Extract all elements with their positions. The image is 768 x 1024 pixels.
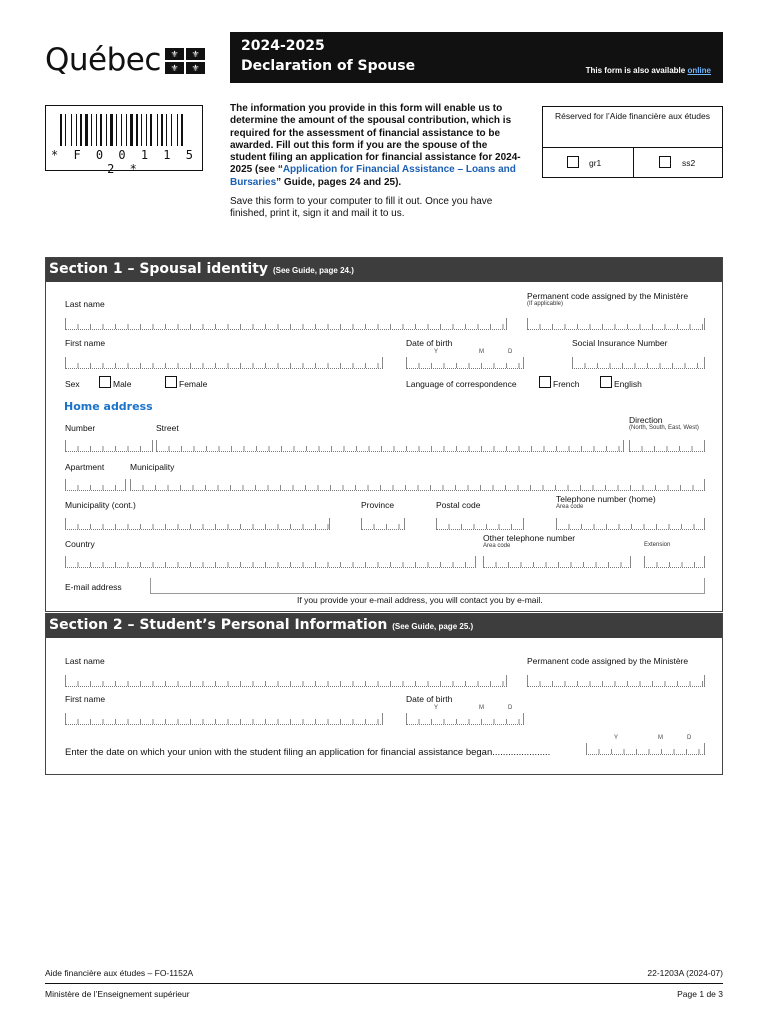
spouse-dob-input[interactable] bbox=[406, 358, 524, 369]
barcode-text: * F 0 0 1 1 5 2 * bbox=[51, 148, 197, 176]
footer-version: 22-1203A (2024-07) bbox=[647, 968, 723, 978]
address-direction-input[interactable] bbox=[629, 441, 705, 452]
union-date-label: Enter the date on which your union with the student filing an application for financial assistance began...................... bbox=[65, 747, 551, 758]
email-note: If you provide your e-mail address, you will contact you by e-mail. bbox=[297, 595, 543, 605]
spouse-perm-code-input[interactable] bbox=[527, 319, 705, 330]
direction-label: Direction bbox=[629, 415, 663, 425]
country-input[interactable] bbox=[65, 557, 476, 568]
gr1-label: gr1 bbox=[589, 158, 602, 168]
direction-sub-label: (North, South, East, West) bbox=[629, 425, 699, 431]
form-title: Declaration of Spouse bbox=[241, 58, 416, 74]
municipality-cont-input[interactable] bbox=[65, 519, 330, 530]
postal-code-input[interactable] bbox=[436, 519, 524, 530]
extension-input[interactable] bbox=[644, 557, 705, 568]
if-applicable-label: (If applicable) bbox=[527, 301, 564, 307]
title-bar bbox=[230, 32, 723, 83]
other-tel-input[interactable] bbox=[483, 557, 631, 568]
reserved-title: Réserved for l’Aide financière aux études bbox=[555, 111, 710, 121]
fleur-de-lis-flag-icon: ⚜ ⚜ ⚜ ⚜ bbox=[165, 48, 205, 74]
spouse-first-name-input[interactable] bbox=[65, 358, 383, 369]
postal-code-label: Postal code bbox=[436, 500, 481, 510]
french-checkbox[interactable] bbox=[539, 376, 551, 388]
section-1-header bbox=[46, 258, 722, 282]
guide-link[interactable]: Application for Financial Assistance – Loans and Bursaries bbox=[230, 164, 516, 188]
sin-label: Social Insurance Number bbox=[572, 338, 668, 348]
intro-text: The information you provide in this form will enable us to determine the amount of the spousal contribution, which is required for the assessment of financial assistance to be awarded. Fill out this form if you are the spouse of the student filing an application for financial assistance for 2024-2025 (see “Application for Financial Assistance – Loans and Bursaries” Guide, pages 24 and 25). bbox=[230, 103, 521, 188]
spouse-sin-input[interactable] bbox=[572, 358, 705, 369]
english-checkbox[interactable] bbox=[600, 376, 612, 388]
section-2-guide: (See Guide, page 25.) bbox=[392, 622, 474, 631]
female-label: Female bbox=[179, 379, 208, 389]
tel-home-input[interactable] bbox=[556, 519, 705, 530]
street-label: Street bbox=[156, 423, 179, 433]
address-number-input[interactable] bbox=[65, 441, 153, 452]
ss2-label: ss2 bbox=[682, 158, 696, 168]
male-label: Male bbox=[113, 379, 132, 389]
section-2-header bbox=[46, 614, 722, 638]
first-name-label: First name bbox=[65, 338, 106, 348]
section-1-title: Section 1 – Spousal identity bbox=[49, 261, 269, 277]
area-code-label-2: Area code bbox=[483, 543, 511, 549]
ss2-checkbox[interactable] bbox=[659, 156, 671, 168]
other-tel-label: Other telephone number bbox=[483, 533, 576, 543]
save-instructions: Save this form to your computer to fill it out. Once you have finished, print it, sign it and mail it to us. bbox=[230, 196, 493, 220]
footer-ministry: Ministère de l’Enseignement supérieur bbox=[45, 989, 190, 999]
student-perm-code-label: Permanent code assigned by the Ministère bbox=[527, 656, 689, 666]
home-address-heading: Home address bbox=[64, 400, 153, 413]
area-code-label: Area code bbox=[556, 504, 584, 510]
country-label: Country bbox=[65, 539, 95, 549]
form-year: 2024-2025 bbox=[241, 38, 325, 54]
dob-label: Date of birth bbox=[406, 338, 453, 348]
gr1-checkbox[interactable] bbox=[567, 156, 579, 168]
footer-form-id: Aide financière aux études – FO-1152A bbox=[45, 968, 194, 978]
quebec-logo-text: Québec bbox=[45, 42, 161, 78]
student-last-name-input[interactable] bbox=[65, 676, 507, 687]
male-checkbox[interactable] bbox=[99, 376, 111, 388]
municipality-label: Municipality bbox=[130, 462, 175, 472]
extension-label: Extension bbox=[644, 542, 671, 548]
perm-code-label: Permanent code assigned by the Ministère bbox=[527, 291, 689, 301]
french-label: French bbox=[553, 379, 580, 389]
apartment-label: Apartment bbox=[65, 462, 105, 472]
student-first-name-label: First name bbox=[65, 694, 106, 704]
language-label: Language of correspondence bbox=[406, 379, 517, 389]
female-checkbox[interactable] bbox=[165, 376, 177, 388]
reserved-box bbox=[542, 106, 723, 178]
municipality-cont-label: Municipality (cont.) bbox=[65, 500, 136, 510]
email-label: E-mail address bbox=[65, 582, 122, 592]
tel-home-label: Telephone number (home) bbox=[556, 494, 656, 504]
province-label: Province bbox=[361, 500, 395, 510]
sex-label: Sex bbox=[65, 379, 80, 389]
section-2-title: Section 2 – Student’s Personal Information bbox=[49, 617, 388, 633]
student-first-name-input[interactable] bbox=[65, 714, 383, 725]
number-label: Number bbox=[65, 423, 96, 433]
online-link[interactable]: online bbox=[687, 66, 711, 75]
barcode bbox=[45, 105, 203, 176]
footer-page: Page 1 de 3 bbox=[677, 989, 723, 999]
student-last-name-label: Last name bbox=[65, 656, 105, 666]
student-perm-code-input[interactable] bbox=[527, 676, 705, 687]
section-1-guide: (See Guide, page 24.) bbox=[272, 266, 354, 275]
barcode-bars-icon bbox=[60, 114, 188, 146]
last-name-label: Last name bbox=[65, 299, 105, 309]
section-1: Section 1 – Spousal identity (See Guide, page 24.) Last name Permanent code assigned by the Ministère (If applicable) First name Date of birth Social Insurance Number Y M D Sex Male Female Language of correspondence French English Home address Number Street Direction (North, South, East, West) Apartment Municipality Municipality (cont.) Province Postal code Telephone number (home) Area code Country Other telephone number Area code Extension E-mail address If you provide your e-mail address, you will contact you by e-mail. bbox=[45, 257, 723, 612]
student-dob-input[interactable] bbox=[406, 714, 524, 725]
province-input[interactable] bbox=[361, 519, 405, 530]
address-street-input[interactable] bbox=[156, 441, 624, 452]
union-date-input[interactable] bbox=[586, 744, 705, 755]
availability-note: This form is also available online bbox=[585, 66, 711, 75]
section-2: Section 2 – Student’s Personal Information (See Guide, page 25.) Last name Permanent code assigned by the Ministère First name Date of birth Y M D Enter the date on which your union with the student filing an application for financial assistance began...................... Y M D bbox=[45, 613, 723, 775]
municipality-input[interactable] bbox=[130, 480, 705, 491]
english-label: English bbox=[614, 379, 642, 389]
apartment-input[interactable] bbox=[65, 480, 126, 491]
footer-divider bbox=[45, 983, 723, 984]
spouse-last-name-input[interactable] bbox=[65, 319, 507, 330]
email-input[interactable] bbox=[150, 578, 705, 594]
student-dob-label: Date of birth bbox=[406, 694, 453, 704]
